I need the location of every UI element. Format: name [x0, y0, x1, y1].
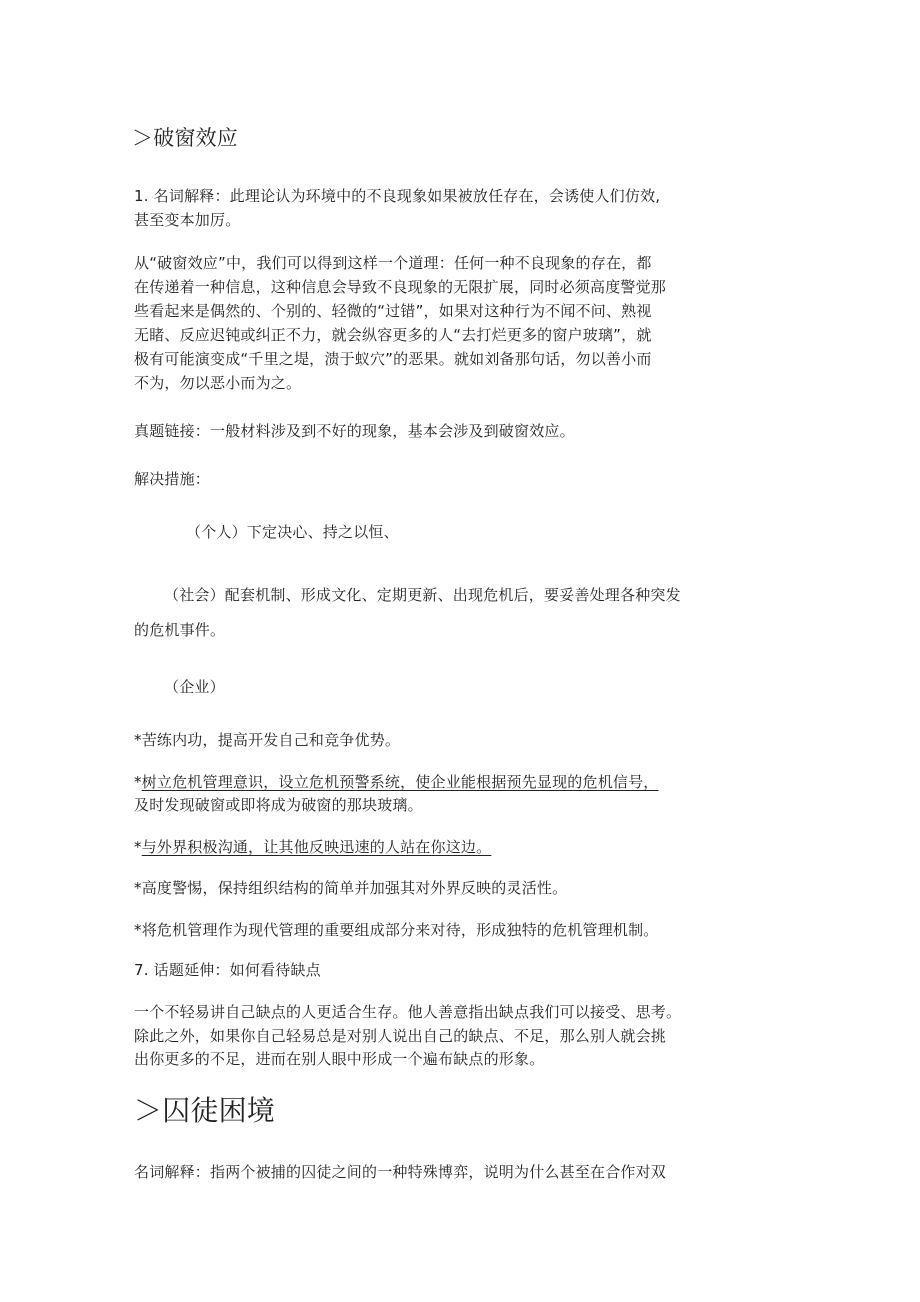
measure-social-line: 的危机事件。 [134, 621, 226, 639]
section-title-broken-window: ＞破窗效应 [132, 126, 238, 150]
measure-social-line: （社会）配套机制、形成文化、定期更新、出现危机后，要妥善处理各种突发 [164, 586, 681, 604]
extension-title: 7. 话题延伸：如何看待缺点 [134, 961, 321, 979]
bullet-star: * [134, 838, 142, 856]
explanation-line: 无睹、反应迟钝或纠正不力，就会纵容更多的人“去打烂更多的窗户玻璃”，就 [134, 326, 652, 344]
definition-line: 1. 名词解释：此理论认为环境中的不良现象如果被放任存在，会诱使人们仿效, [134, 187, 661, 205]
exam-link: 真题链接：一般材料涉及到不好的现象，基本会涉及到破窗效应。 [134, 422, 575, 440]
explanation-line: 从“破窗效应”中，我们可以得到这样一个道理：任何一种不良现象的存在，都 [134, 254, 652, 272]
definition-line: 甚至变本加厉。 [134, 211, 241, 229]
explanation-line: 极有可能演变成“千里之堤，溃于蚁穴”的恶果。就如刘备那句话，勿以善小而 [134, 350, 652, 368]
underlined-text: 树立危机管理意识，设立危机预警系统，使企业能根据预先显现的危机信号， [141, 773, 659, 791]
explanation-line: 些看起来是偶然的、个别的、轻微的“过错”，如果对这种行为不闻不问、熟视 [134, 302, 652, 320]
extension-line: 一个不轻易讲自己缺点的人更适合生存。他人善意指出缺点我们可以接受、思考。 [134, 1003, 682, 1021]
bullet-item [134, 770, 659, 794]
bullet-item-continuation: 及时发现破窗或即将成为破窗的那块玻璃。 [134, 796, 423, 814]
bullet-item [134, 835, 491, 859]
bullet-item: *高度警惕，保持组织结构的简单并加强其对外界反映的灵活性。 [134, 879, 568, 897]
explanation-line: 不为，勿以恶小而为之。 [134, 374, 302, 392]
extension-line: 除此之外，如果你自己轻易总是对别人说出自己的缺点、不足，那么别人就会挑 [134, 1027, 667, 1045]
section-title-prisoners-dilemma: ＞囚徒困境 [134, 1094, 276, 1127]
underlined-text: 与外界积极沟通，让其他反映迅速的人站在你这边。 [141, 838, 492, 856]
bullet-star: * [134, 773, 142, 791]
measure-enterprise: （企业） [164, 678, 225, 696]
definition-line: 名词解释：指两个被捕的囚徒之间的一种特殊博弈，说明为什么甚至在合作对双 [134, 1163, 667, 1181]
bullet-item: *将危机管理作为现代管理的重要组成部分来对待，形成独特的危机管理机制。 [134, 921, 659, 939]
explanation-line: 在传递着一种信息，这种信息会导致不良现象的无限扩展，同时必须高度警觉那 [134, 278, 667, 296]
extension-line: 出你更多的不足，进而在别人眼中形成一个遍布缺点的形象。 [134, 1050, 545, 1068]
measure-personal: （个人）下定决心、持之以恒、 [186, 523, 399, 541]
bullet-item: *苦练内功，提高开发自己和竞争优势。 [134, 731, 401, 749]
measures-label: 解决措施： [134, 470, 211, 488]
